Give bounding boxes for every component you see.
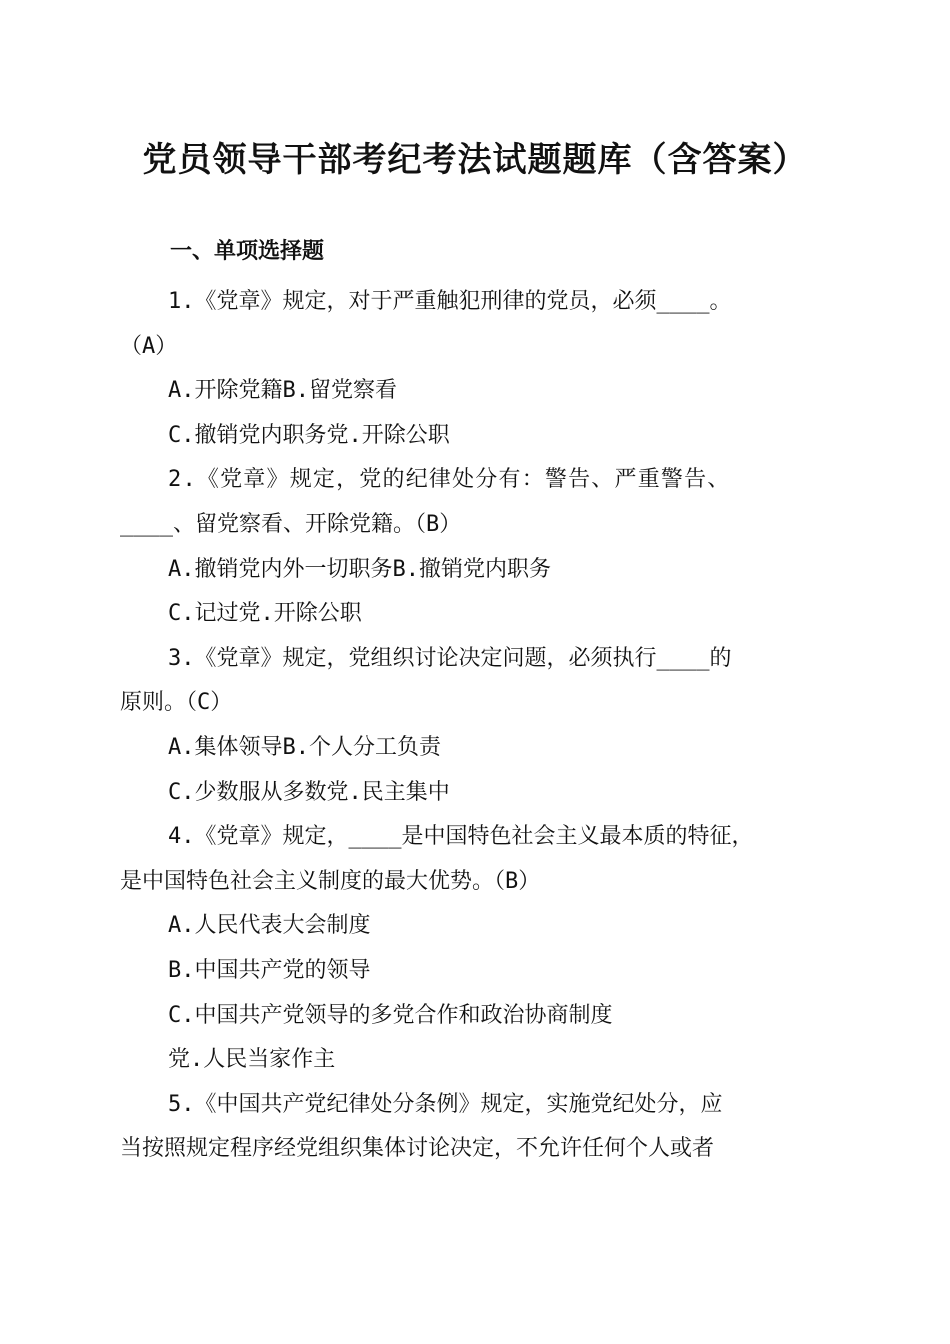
document-body <box>120 280 840 1172</box>
page-title: 党员领导干部考纪考法试题题库（含答案） <box>142 140 808 180</box>
question-1-answer: （A） <box>120 333 178 359</box>
question-1-stem: 1.《党章》规定，对于严重触犯刑律的党员，必须____。 <box>168 289 732 314</box>
question-5-stem-continued: 当按照规定程序经党组织集体讨论决定，不允许任何个人或者 <box>120 1136 715 1162</box>
question-3-stem-continued: 原则。（C） <box>120 690 233 716</box>
question-2-stem: 2.《党章》规定，党的纪律处分有：警告、严重警告、 <box>168 467 731 493</box>
question-3-options-ab: A.集体领导B.个人分工负责 <box>168 734 441 760</box>
question-4-stem: 4.《党章》规定，____是中国特色社会主义最本质的特征， <box>168 824 754 850</box>
question-4-option-d: 党.人民当家作主 <box>168 1047 336 1073</box>
section-heading: 一、单项选择题 <box>170 239 325 264</box>
question-4-option-a: A.人民代表大会制度 <box>168 913 371 939</box>
question-2-options-ab: A.撤销党内外一切职务B.撤销党内职务 <box>168 556 551 582</box>
question-4-option-c: C.中国共产党领导的多党合作和政治协商制度 <box>168 1002 613 1028</box>
question-5-stem: 5.《中国共产党纪律处分条例》规定，实施党纪处分，应 <box>168 1091 723 1117</box>
question-4-option-b: B.中国共产党的领导 <box>168 957 371 983</box>
question-1-options-cd: C.撤销党内职务党.开除公职 <box>168 422 450 448</box>
question-3-options-cd: C.少数服从多数党.民主集中 <box>168 779 450 805</box>
question-1-options-ab: A.开除党籍B.留党察看 <box>168 378 397 404</box>
question-4-stem-continued: 是中国特色社会主义制度的最大优势。（B） <box>120 868 541 894</box>
question-2-options-cd: C.记过党.开除公职 <box>168 601 362 627</box>
question-2-stem-continued: ____、留党察看、开除党籍。（B） <box>120 511 462 537</box>
question-3-stem: 3.《党章》规定，党组织讨论决定问题，必须执行____的 <box>168 645 732 671</box>
